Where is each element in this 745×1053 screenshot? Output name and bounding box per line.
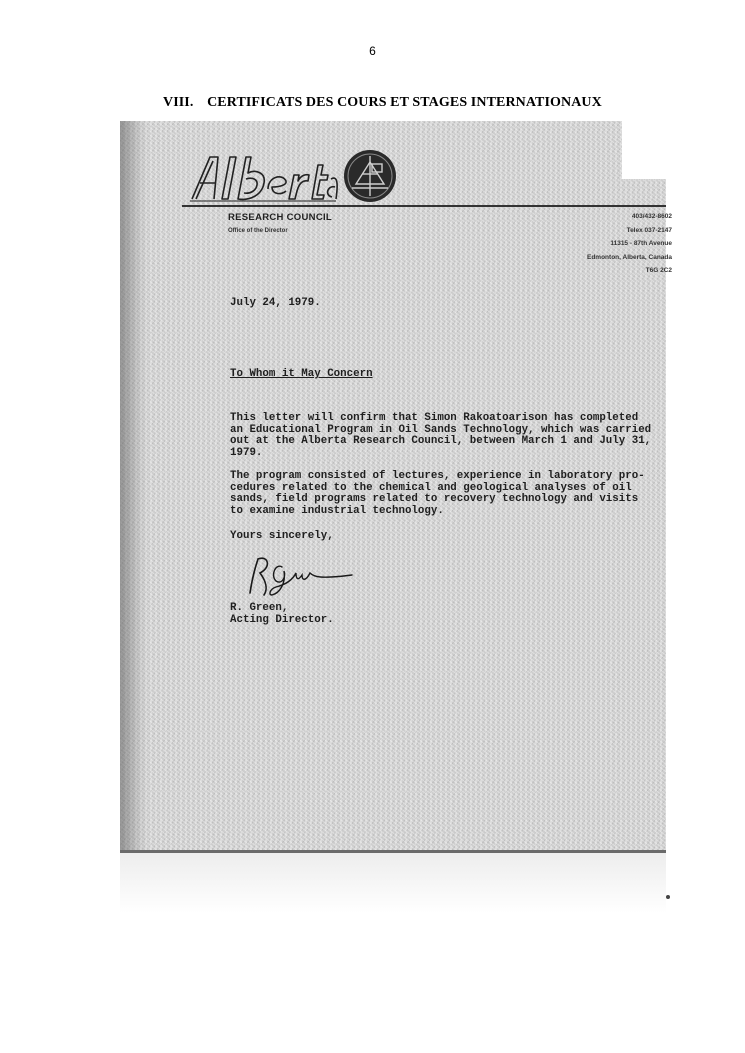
paragraph-line: an Educational Program in Oil Sands Technology, which was carried xyxy=(230,423,652,436)
paragraph-line: This letter will confirm that Simon Rakoatoarison has completed xyxy=(230,412,639,424)
contact-phone: 403/432-8602 xyxy=(631,213,672,220)
office-line: Office of the Director xyxy=(228,228,288,234)
paragraph-line: 1979. xyxy=(230,446,263,459)
paragraph-line: out at the Alberta Research Council, between March 1 and July 31, xyxy=(230,435,652,448)
section-number: VIII. xyxy=(163,95,194,110)
contact-postal: T6G 2C2 xyxy=(645,267,672,274)
paragraph-confirmation xyxy=(230,412,652,459)
section-heading xyxy=(163,95,602,111)
signer-block xyxy=(230,602,334,626)
closing: Yours sincerely, xyxy=(230,530,334,542)
paragraph-line: The program consisted of lectures, experience in laboratory pro- xyxy=(230,470,645,482)
letter-date: July 24, 1979. xyxy=(230,297,321,309)
organization-name: RESEARCH COUNCIL xyxy=(228,212,333,223)
scan-notch xyxy=(622,121,666,179)
paragraph-line: to examine industrial technology. xyxy=(230,504,444,517)
paragraph-line: sands, field programs related to recovery technology and visits xyxy=(230,493,639,506)
alberta-logo-wordmark xyxy=(188,151,338,203)
scan-shadow xyxy=(120,853,666,913)
section-title: CERTIFICATS DES COURS ET STAGES INTERNATIONAUX xyxy=(207,95,602,110)
contact-city: Edmonton, Alberta, Canada xyxy=(587,253,672,261)
contact-street: 11315 - 87th Avenue xyxy=(610,240,672,247)
page-number: 6 xyxy=(369,44,376,58)
letterhead-rule xyxy=(182,205,666,207)
contact-telex: Telex 037-2147 xyxy=(626,226,672,234)
scan-speck xyxy=(666,895,670,899)
contact-block xyxy=(587,210,672,278)
handwritten-signature xyxy=(242,553,382,599)
scanned-letter xyxy=(120,121,672,853)
signer-name: R. Green, xyxy=(230,602,289,614)
signer-title: Acting Director. xyxy=(230,614,334,626)
paragraph-program xyxy=(230,470,645,517)
alberta-emblem-logo xyxy=(342,148,398,204)
salutation: To Whom it May Concern xyxy=(230,368,373,380)
paragraph-line: cedures related to the chemical and geological analyses of oil xyxy=(230,481,632,494)
